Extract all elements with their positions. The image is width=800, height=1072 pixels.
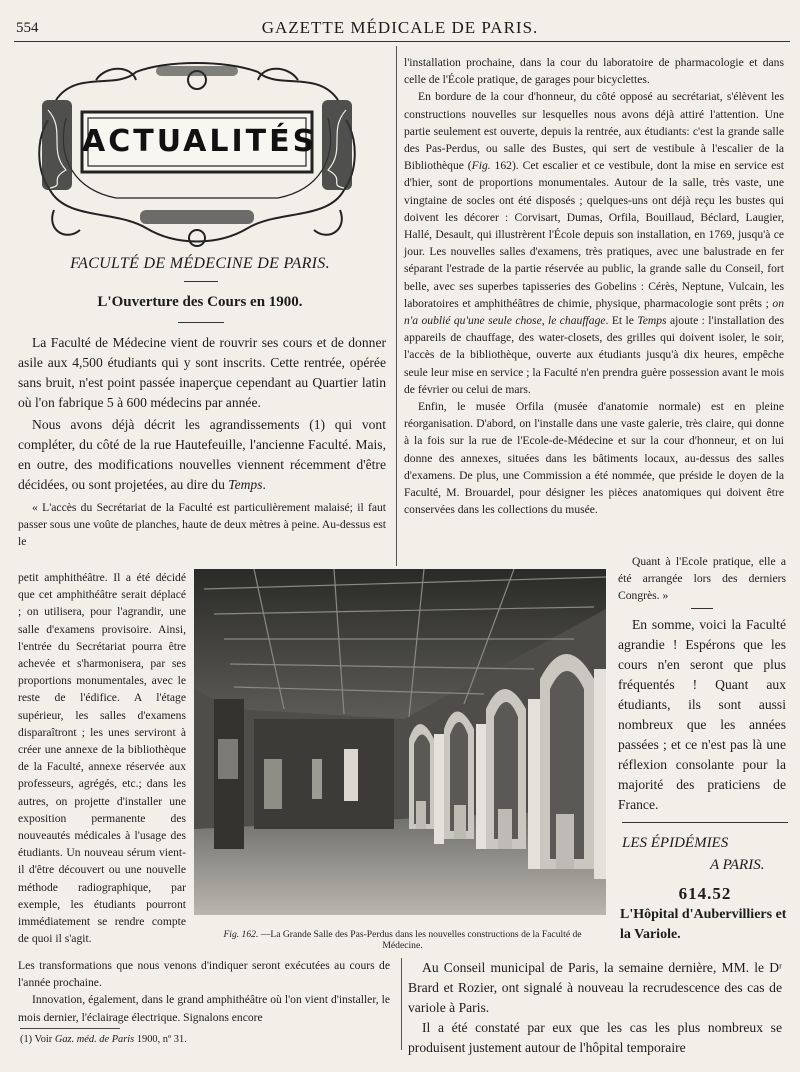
paragraph: En somme, voici la Faculté agrandie ! Espérons que les cours n'en seront que plus fréquentés ! Quant aux étudiants, ils sont aussi nombreux que les années passées ; et ce n'est pas là une réflexion consolante pour la majorité des praticiens de France. — [618, 616, 786, 812]
paragraph: l'installation prochaine, dans la cour du laboratoire de pharmacologie et dans celle de l'École pratique, de garages pour bicyclettes. — [404, 56, 784, 87]
right-column-bottom — [408, 958, 782, 1058]
left-column-top — [18, 333, 386, 551]
header-rule — [14, 41, 790, 42]
short-rule — [178, 322, 224, 323]
section-subtitle: L'Ouverture des Cours en 1900. — [97, 294, 303, 310]
page-number: 554 — [16, 20, 39, 36]
hospital-subtitle: L'Hôpital d'Aubervilliers et la Variole. — [620, 907, 787, 942]
epidemics-title: LES ÉPIDÉMIES A PARIS. — [622, 835, 765, 873]
banner-title: ACTUALITÉS — [82, 124, 318, 159]
journal-title: GAZETTE MÉDICALE DE PARIS. — [261, 18, 539, 37]
paragraph: Nous avons déjà décrit les agrandissements (1) qui vont compléter, du côté de la rue Hautefeuille, l'ancienne Faculté. Mais, en outre, des modifications nouvelles viennent récemment d'être décidées, ou sont projetées, au dire du Temps. — [18, 417, 386, 492]
short-rule — [184, 281, 218, 282]
short-rule — [691, 608, 713, 609]
left-narrow-text: petit amphithéâtre. Il a été décidé que cet amphithéâtre serait déplacé ; on utilisera, pour l'agrandir, une salle d'examens provisoire. Ainsi, l'entrée du Secrétariat pourra être achevée et s'harmonisera, par ses proportions monumentales, avec le reste de l'édifice. A l'étage supérieur, les salles d'examens disparaîtront ; les unes serviront à créer une annexe de la bibliothèque de la Faculté, annexe réservée aux professeurs, agrégés, etc.; dans les autres, on projette d'installer une exposition permanente des nouveautés médicales à l'usage des étudiants. Un nouveau sérum vient-il d'être découvert ou une nouvelle méthode radiographique, par exemple, les étudiants pourront immédiatement se rendre compte de quoi il s'agit. — [18, 571, 186, 946]
paragraph: Innovation, également, dans le grand amphithéâtre où l'on vient d'installer, le mois dernier, l'éclairage électrique. Signalons encore — [18, 993, 390, 1024]
paragraph: Il a été constaté par eux que les cas les plus nombreux se produisent justement autour de l'hôpital temporaire — [408, 1020, 782, 1055]
hall-photograph — [194, 569, 606, 915]
quote-paragraph: « L'accès du Secrétariat de la Faculté est particulièrement malaisé; il faut passer sous une voûte de planches, haute de deux mètres à peine. Au-dessus est le — [18, 501, 386, 549]
paragraph: Les transformations que nous venons d'indiquer seront exécutées au cours de l'année prochaine. — [18, 959, 390, 990]
classification-number: 614.52 — [678, 884, 732, 903]
footnote: (1) Voir Gaz. méd. de Paris 1900, nº 31. — [20, 1034, 187, 1045]
right-column-top — [404, 54, 784, 518]
footnote-rule — [20, 1028, 120, 1029]
paragraph: Enfin, le musée Orfila (musée d'anatomie normale) est en pleine réorganisation. D'abord, on l'installe dans une vaste galerie, très claire, qui donne à la fois sur la rue de l'Ecole-de-Médecine et sur la cour d'honneur, et on lui donne des annexes, situées dans les bâtiments locaux, au-dessus des salles d'examens. De plus, une Commission a été nommée, que préside le doyen de la Faculté, M. Brouardel, pour désigner les pièces anatomiques qui doivent être conservées dans les collections du musée. — [404, 400, 784, 517]
actualites-banner — [36, 60, 358, 250]
figure-caption: Fig. 162. —La Grande Salle des Pas-Perdus dans les nouvelles constructions de la Faculté de Médecine. — [223, 929, 582, 951]
section-title: FACULTÉ DE MÉDECINE DE PARIS. — [70, 255, 330, 272]
column-divider — [396, 46, 397, 566]
section-rule — [622, 822, 788, 823]
column-divider-bottom — [401, 958, 402, 1050]
paragraph: En bordure de la cour d'honneur, du côté opposé au secrétariat, s'élèvent les constructions nouvelles sur lesquelles nous avons déjà attiré l'attention. Une partie seulement est ouverte, depuis la rentrée, aux étudiants: c'est la grande salle des Pas-Perdus, ou salle des Bustes, qui sert de vestibule à l'escalier de la Bibliothèque (Fig. 162). Cet escalier et ce vestibule, dont la mise en service est d'hier, sont de proportions monumentales. Autour de la salle, très vaste, une vingtaine de socles ont été disposés ; quelques-uns ont déjà reçu les bustes qui doivent les décorer : Corvisart, Dumas, Orfila, Bouillaud, Béclard, Laugier, Hallé, Desault, qui illustrèrent l'École depuis son installation, en 1769, jusqu'à ce jour. Les nouvelles salles d'examens, très pratiques, avec une balustrade en fer séparant l'estrade de la partie réservée au public, la grande salle du Conseil, fort belle, avec ses superbes tapisseries des Gobelins : Cérès, Neptune, Vulcain, les laboratoires et amphithéâtres de chimie, physique, pharmacologie sont prêts ; on n'a oublié qu'une seule chose, le chauffage. Et le Temps ajoute : l'installation des appareils de chauffage, des water-closets, des grilles qui doivent isoler, le soir, l'accès de la bibliothèque, ouverte aux étudiants jusqu'à dix heures, empêche seule leur mise en service ; la Faculté n'en prendra guère possession avant le mois de février ou celui de mars. — [404, 90, 784, 396]
paragraph: Au Conseil municipal de Paris, la semaine dernière, MM. le Dʳ Brard et Rozier, ont signalé à nouveau la recrudescence des cas de variole à Paris. — [408, 960, 782, 1015]
paragraph: La Faculté de Médecine vient de rouvrir ses cours et de donner asile aux 4,500 étudiants qui y sont inscrits. Cette rentrée, opérée sans bruit, n'est point passée inaperçue cependant au Quartier latin où l'on fabrique 5 à 600 médecins par année. — [18, 335, 386, 410]
figure-photo — [194, 569, 606, 915]
left-column-bottom — [18, 957, 390, 1026]
paragraph: Quant à l'Ecole pratique, elle a été arrangée lors des derniers Congrès. » — [618, 555, 786, 603]
right-narrow-column — [618, 553, 786, 815]
